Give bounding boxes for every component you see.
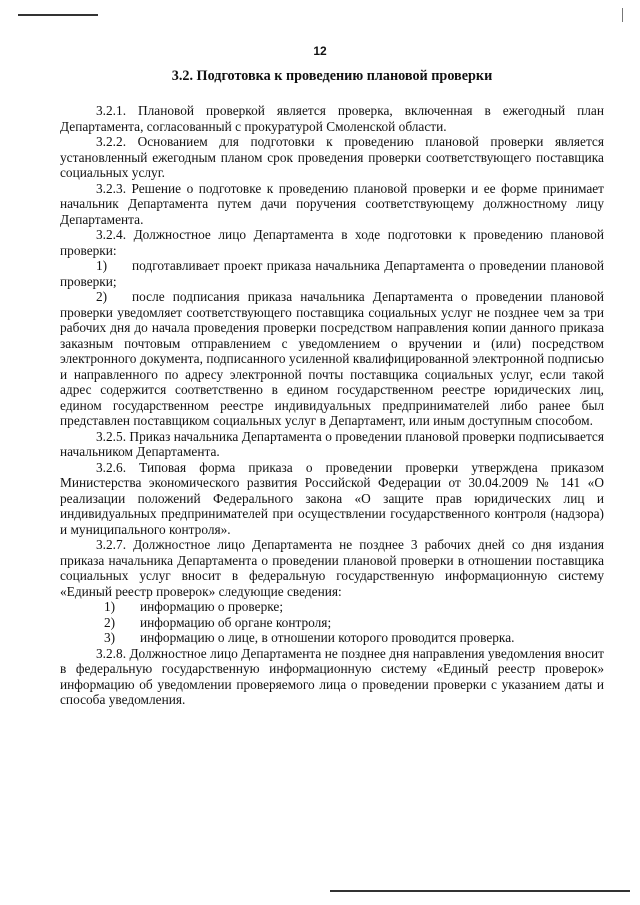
paragraph-3-2-3: 3.2.3. Решение о подготовке к проведению плановой проверки и ее форме принимает начальник Департамента путем дачи поручения соответствующему должностному лицу Департамента. [60, 180, 604, 227]
list-item-number: 1) [96, 258, 108, 273]
list-item-text: информацию о проверке; [140, 599, 284, 614]
list-item [60, 630, 604, 646]
paragraph-3-2-5: 3.2.5. Приказ начальника Департамента о проведении плановой проверки подписывается начальником Департамента. [60, 428, 604, 459]
paragraph-3-2-1: 3.2.1. Плановой проверкой является проверка, включенная в ежегодный план Департамента, согласованный с прокуратурой Смоленской области. [60, 103, 604, 134]
page-number: 12 [313, 44, 327, 58]
list-item-number: 2) [104, 614, 116, 630]
list-item-text: после подписания приказа начальника Департамента о проведении плановой проверки уведомляет соответствующего поставщика социальных услуг не позднее чем за три рабочих дня до начала проведения проверки посредством направления копии данного приказа заказным почтовым отправлением с уведомлением о вручении и (или) посредством электронного документа, подписанного усиленной квалифицированной электронной подписью и направленного по адресу электронной почты поставщика социальных услуг, если такой адрес содержится соответственно в едином государственном реестре юридических лиц, едином государственном реестре индивидуальных предпринимателей либо ранее был представлен поставщиком социальных услуг в Департамент, или иным доступным способом. [60, 289, 604, 428]
list-item [60, 289, 604, 429]
paragraph-3-2-2: 3.2.2. Основанием для подготовки к проведению плановой проверки является установленный ежегодным планом срок проведения проверки соответствующего поставщика социальных услуг. [60, 134, 604, 180]
list-item [60, 258, 604, 289]
scan-edge-right [622, 8, 623, 22]
paragraph-3-2-4: 3.2.4. Должностное лицо Департамента в ходе подготовки к проведению плановой проверки: [60, 227, 604, 258]
paragraph-3-2-8: 3.2.8. Должностное лицо Департамента не позднее дня направления уведомления вносит в федеральную государственную информационную систему «Единый реестр проверок» информацию об уведомлении проверяемого лица о проведении проверки с указанием даты и способа уведомления. [60, 645, 604, 707]
list-item-text: информацию о лице, в отношении которого проводится проверка. [140, 630, 515, 645]
section-title: 3.2. Подготовка к проведению плановой проверки [171, 68, 493, 84]
list-item [60, 599, 604, 615]
document-body [60, 103, 604, 708]
scan-edge-bottom [330, 890, 630, 892]
paragraph-3-2-7: 3.2.7. Должностное лицо Департамента не позднее 3 рабочих дней со дня издания приказа начальника Департамента о проведении плановой проверки в отношении поставщика социальных услуг вносит в федеральную государственную информационную систему «Единый реестр проверок» следующие сведения: [60, 537, 604, 599]
scan-edge-top [18, 14, 98, 16]
paragraph-3-2-6: 3.2.6. Типовая форма приказа о проведении проверки утверждена приказом Министерства экономического развития Российской Федерации от 30.04.2009 № 141 «О реализации положений Федерального закона «О защите прав юридических лиц и индивидуальных предпринимателей при осуществлении государственного контроля (надзора) и муниципального контроля». [60, 459, 604, 537]
list-item-number: 2) [96, 289, 108, 304]
list-item-text: информацию об органе контроля; [140, 614, 332, 630]
list-item-number: 3) [104, 630, 116, 645]
list-item-text: подготавливает проект приказа начальника Департамента о проведении плановой проверки; [60, 258, 604, 289]
list-item-number: 1) [104, 599, 116, 614]
list-item [60, 615, 604, 631]
